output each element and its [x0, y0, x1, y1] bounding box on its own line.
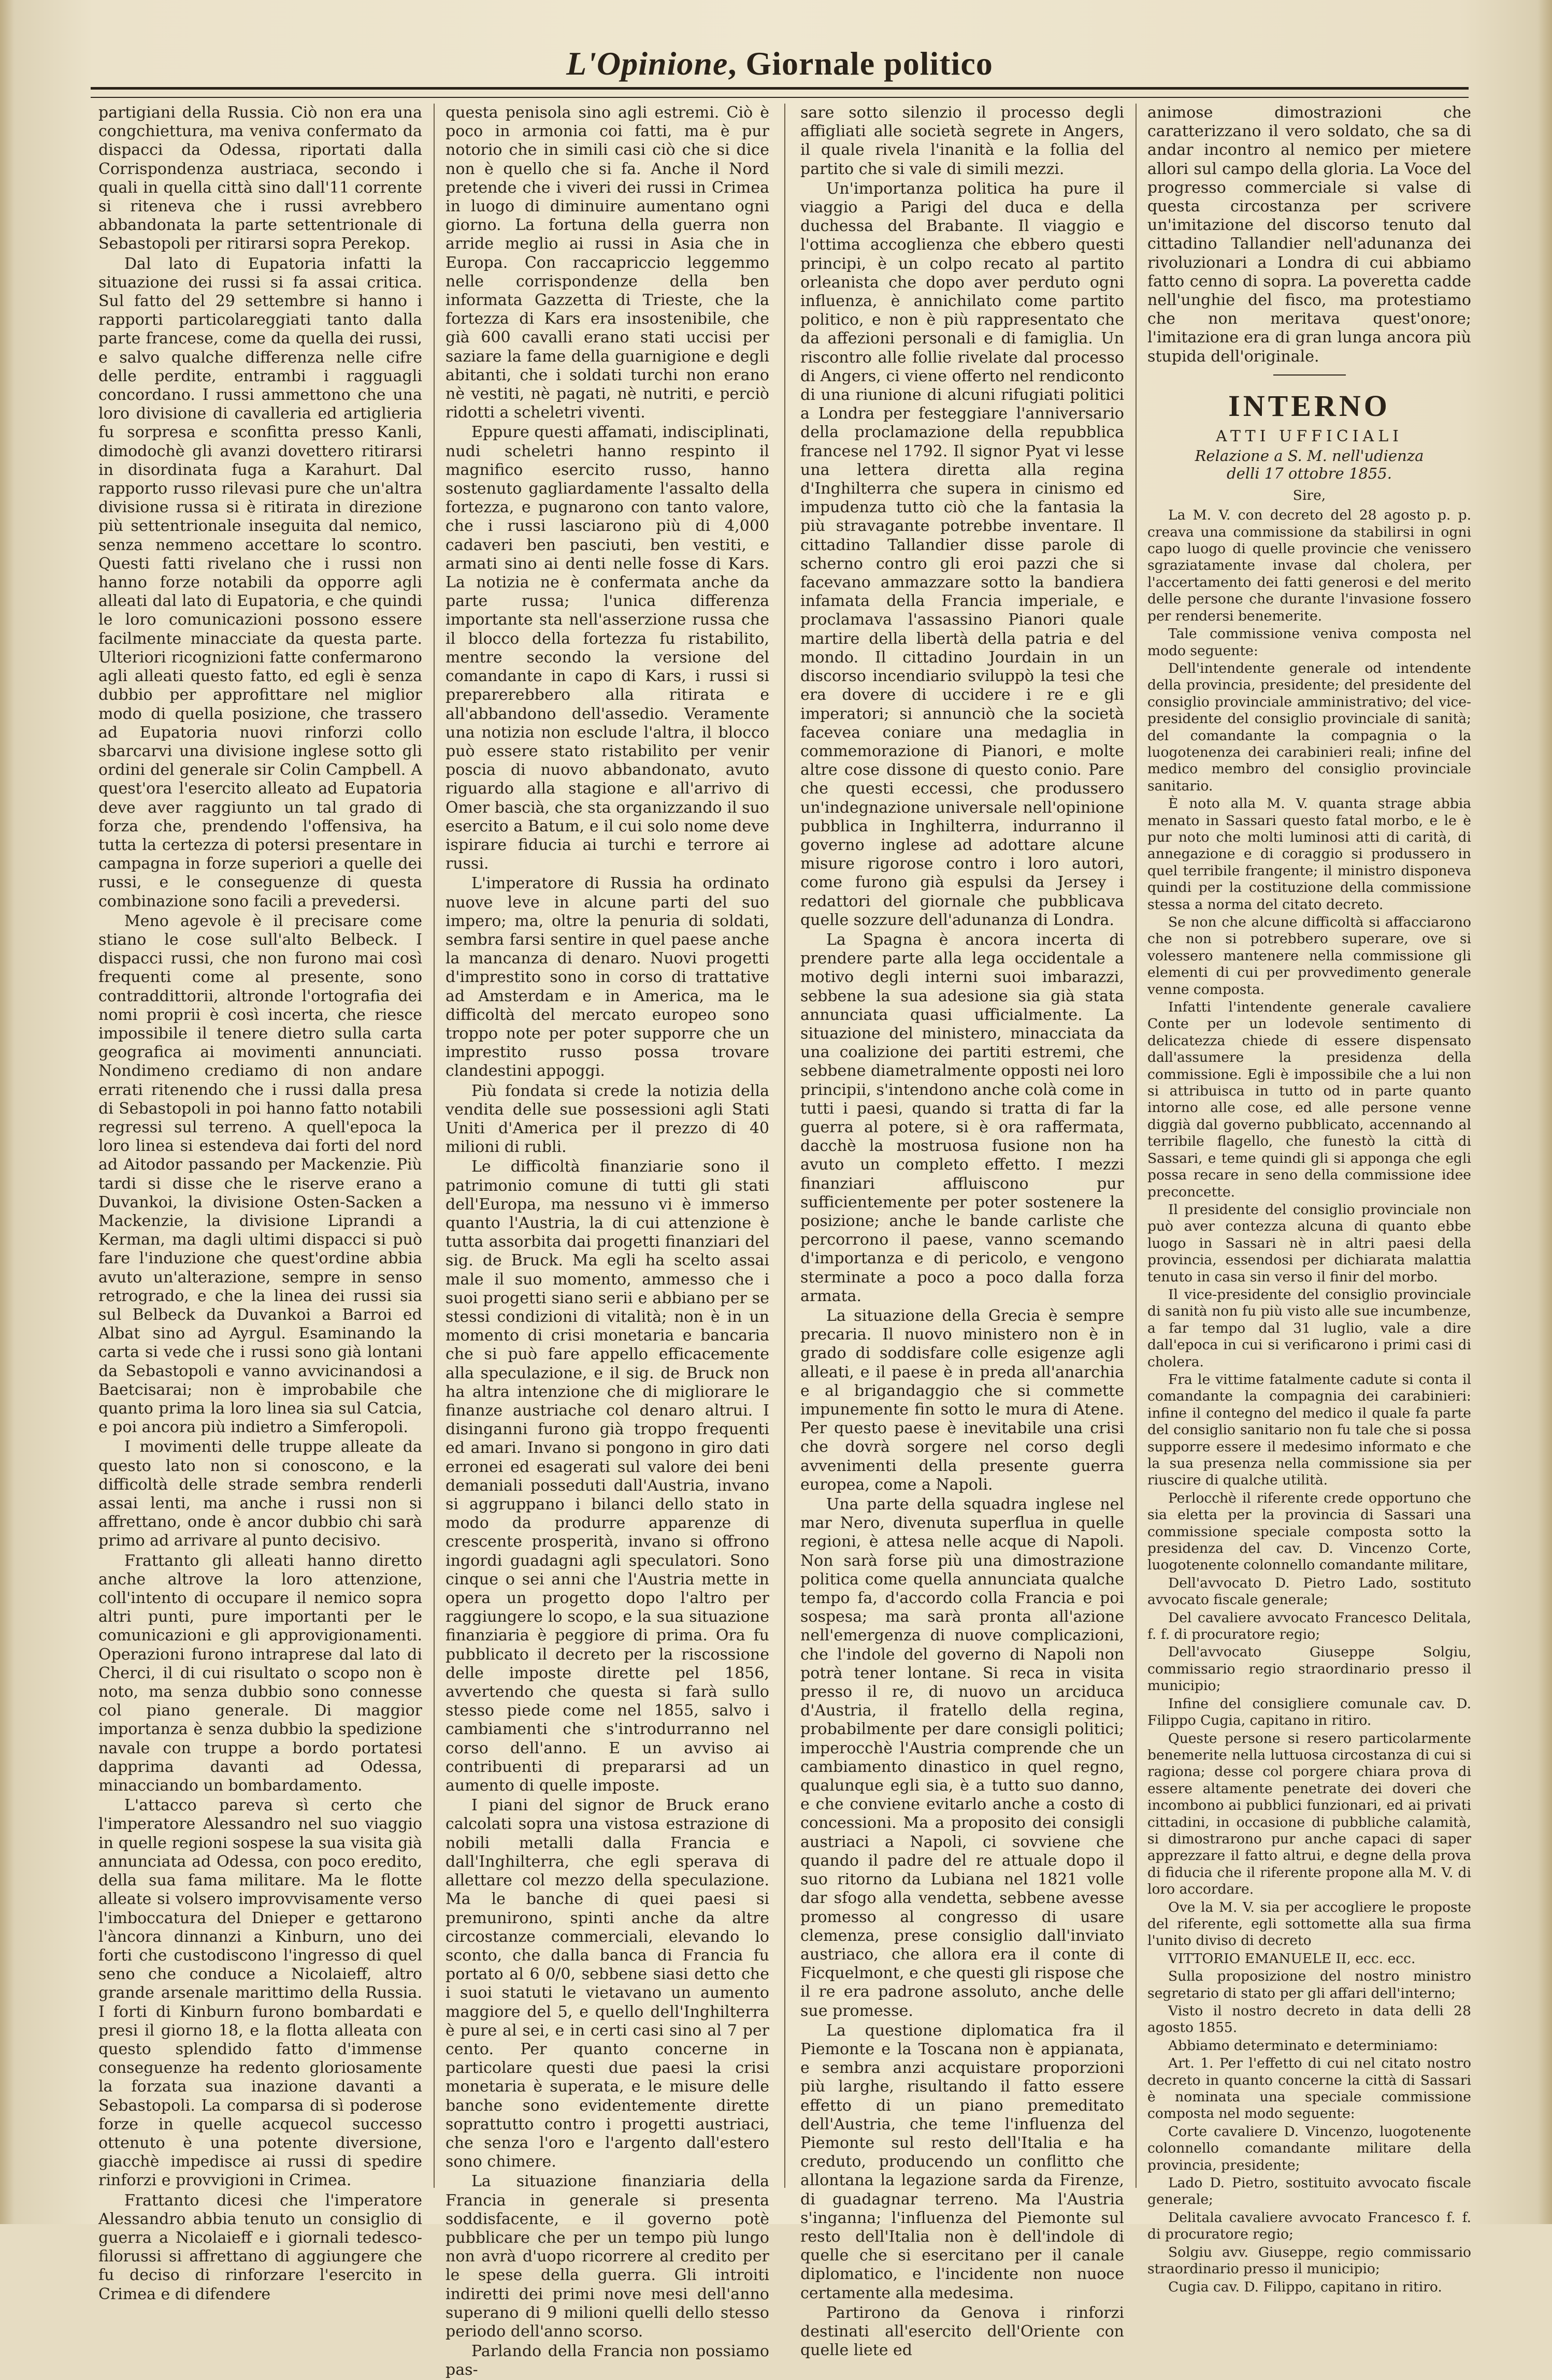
paragraph: È noto alla M. V. quanta strage abbia menato in Sassari questo fatal morbo, e le è pur noto che molti luminosi atti di carità, di annegazione e di coraggio si produssero in quel terribile frangente; il ministro disponeva quindi per la costituzione della commissione stessa a norma del citato decreto. [1147, 796, 1471, 913]
paragraph: Queste persone si resero particolarmente benemerite nella luttuosa circostanza di cui si ragiona; desse col porgere chiara prova di essere altamente penetrate dei doveri che incombono ai pubblici funzionari, ed ai privati cittadini, in occasione di pubbliche calamità, si dimostrarono pur anche capaci di saper apprezzare il fatto altrui, e degne della prova di fiducia che il riferente propone alla M. V. di loro accordare. [1147, 1730, 1471, 1898]
paragraph: Frattanto dicesi che l'imperatore Alessandro abbia tenuto un consiglio di guerra a Nicolaieff e i giornali tedesco-filorussi si affrettano di aggiungere che fu deciso di rinforzare l'esercito in Crimea e di difendere [98, 2191, 422, 2303]
paragraph: Frattanto gli alleati hanno diretto anche altrove la loro attenzione, coll'intento di occupare il nemico sopra altri punti, pure importanti per le comunicazioni e gli approvigionamenti. Operazioni furono intraprese dal lato di Cherci, il di cui risultato o scopo non è noto, ma senza dubbio sono connesse col piano generale. Di maggior importanza è senza dubbio la spedizione navale con truppe a bordo portatesi dapprima davanti ad Odessa, minacciando un bombardamento. [98, 1551, 422, 1795]
paragraph: Lado D. Pietro, sostituito avvocato fiscale generale; [1147, 2175, 1471, 2208]
page-left-edge [0, 0, 15, 2224]
paragraph: Parlando della Francia non possiamo pas- [446, 2342, 769, 2379]
report-caption [1147, 447, 1471, 482]
column-4 [1147, 104, 1471, 2295]
paragraph: Il vice-presidente del consiglio provinciale di sanità non fu più visto alle sue incumbenze, a far tempo dal 31 luglio, vale a dire dall'epoca in cui si verificarono i primi casi di cholera. [1147, 1286, 1471, 1370]
paragraph: La questione diplomatica fra il Piemonte e la Toscana non è appianata, e sembra anzi acquistare proporzioni più larghe, risultando il fatto essere effetto di un piano premeditato dell'Austria, che teme l'influenza del Piemonte sul resto dell'Italia e ha creduto, producendo un conflitto che allontana la legazione sarda da Firenze, di guadagnar terreno. Ma l'Austria s'inganna; l'influenza del Piemonte sul resto dell'Italia non è dell'indole di quelle che si esercitano per il canale diplomatico, e l'incidente non nuoce certamente alla medesima. [800, 2021, 1124, 2302]
paragraph: Delitala cavaliere avvocato Francesco f. f. di procuratore regio; [1147, 2209, 1471, 2243]
paragraph: Una parte della squadra inglese nel mar Nero, divenuta superflua in quelle regioni, è attesa nelle acque di Napoli. Non sarà forse più una dimostrazione politica come quella annunciata qualche tempo fa, d'accordo colla Francia e poi sospesa; ma sarà pronta all'azione nell'emergenza di nuove complicazioni, che l'indole del governo di Napoli non potrà tener lontane. Si reca in visita presso il re, di nuovo un arciduca d'Austria, il fratello della regina, probabilmente per dare consigli politici; imperocchè l'Austria comprende che un cambiamento dinastico in quel regno, qualunque egli sia, è a tutto suo danno, e che conviene evitarlo anche a costo di concessioni. Ma a proposito dei consigli austriaci a Napoli, ci sovviene che quando il padre del re attuale dopo il suo ritorno da Lubiana nel 1821 volle dar sfogo alla vendetta, sebbene avesse promesso al congresso di usare clemenza, prese consiglio dall'inviato austriaco, che allora era il conte di Ficquelmont, e che questi gli rispose che il re era padrone assoluto, anche delle sue promesse. [800, 1495, 1124, 2020]
paragraph: Le difficoltà finanziarie sono il patrimonio comune di tutti gli stati dell'Europa, ma nessuno vi è immerso quanto l'Austria, la di cui attenzione è tutta assorbita dai progetti finanziari del sig. de Bruck. Ma egli ha scelto assai male il suo momento, ammesso che i suoi progetti siano serii e abbiano per se stessi condizioni di vitalità; non è in un momento di crisi monetaria e bancaria che si può fare appello efficacemente alla speculazione, e il sig. de Bruck non ha altra intenzione che di migliorare le finanze austriache col denaro altrui. I disinganni furono già troppo frequenti ed amari. Invano si pongono in giro dati erronei ed esagerati sul valore dei beni demaniali posseduti dall'Austria, invano si aggruppano i bilanci dello stato in modo da produrre apparenze di crescente prosperità, invano si offrono ingordi guadagni agli speculatori. Sono cinque o sei anni che l'Austria mette in opera un progetto dopo l'altro per raggiungere lo scopo, e la sua situazione finanziaria è peggiore di prima. Ora fu pubblicato il decreto per la riscossione delle imposte dirette pel 1856, avvertendo che questa si farà sullo stesso piede come nel 1855, salvo i cambiamenti che s'introdurranno nel corso dell'anno. E un avviso ai contribuenti di prepararsi ad un aumento di quelle imposte. [446, 1158, 769, 1795]
paragraph: I piani del signor de Bruck erano calcolati sopra una vistosa estrazione di nobili metalli dalla Francia e dall'Inghilterra, che egli sperava di allettare col mezzo della speculazione. Ma le banche di quei paesi si premunirono, spinti anche da altre circostanze commerciali, elevando lo sconto, che dalla banca di Francia fu portato al 6 0/0, sebbene siasi detto che i suoi statuti le vietavano un aumento maggiore del 5, e quello dell'Inghilterra è pure al sei, e in certi casi sino al 7 per cento. Per quanto concerne in particolare questi due paesi la crisi monetaria è superata, e le misure delle banche sono evidentemente dirette soprattutto contro i progetti austriaci, che senza l'oro e l'argento dall'estero sono chimere. [446, 1796, 769, 2171]
paragraph: Sulla proposizione del nostro ministro segretario di stato per gli affari dell'interno; [1147, 1968, 1471, 2001]
official-report [1147, 487, 1471, 2296]
decree-heading: VITTORIO EMANUELE II, ecc. ecc. [1168, 1950, 1416, 1967]
paragraph: Meno agevole è il precisare come stiano le cose sull'alto Belbeck. I dispacci russi, che non furono mai così frequenti come al presente, sono contraddittorii, altronde l'ortografia dei nomi proprii è così incerta, che riesce impossibile il tenere dietro sulla carta geografica ai movimenti annunciati. Nondimeno crediamo di non andare errati ritenendo che i russi dalla presa di Sebastopoli in poi hanno fatto notabili regressi sul terreno. A quell'epoca la loro linea si estendeva dai forti del nord ad Aitodor passando per Mackenzie. Più tardi si disse che le riserve erano a Duvankoi, la divisione Osten-Sacken a Mackenzie, la divisione Liprandi a Kerman, ma dagli ultimi dispacci si può fare l'induzione che quest'ordine abbia avuto un'alterazione, sempre in senso retrogrado, e che la linea dei russi sia sul Belbeck da Duvankoi a Barroi ed Albat sino ad Ayrgul. Esaminando la carta si vede che i russi sono già lontani da Sebastopoli e vanno avvicinandosi a Baetcisarai; non è improbabile che quanto prima la loro linea sia sul Catcia, e poi ancora più indietro a Simferopoli. [98, 912, 422, 1437]
paragraph: La Spagna è ancora incerta di prendere parte alla lega occidentale a motivo degli interni suoi imbarazzi, sebbene la sua adesione sia già stata annunciata quasi ufficialmente. La situazione del ministero, minacciata da una coalizione dei partiti estremi, che sebbene diametralmente opposti nei loro principii, s'intendono anche colà come in tutti i paesi, quando si tratta di far la guerra al potere, si è ora raffermata, dacchè la mostruosa fusione non ha avuto un completo effetto. I mezzi finanziari affluiscono pur sufficientemente per poter sostenere la posizione; anche le bande carliste che percorrono il paese, vanno scemando d'importanza e di pericolo, e vengono sterminate a poco a poco dalla forza armata. [800, 930, 1124, 1305]
paragraph: Del cavaliere avvocato Francesco Delitala, f. f. di procuratore regio; [1147, 1609, 1471, 1643]
paragraph: Ove la M. V. sia per accogliere le proposte del riferente, egli sottomette alla sua firma l'unito diviso di decreto [1147, 1899, 1471, 1949]
paragraph: Il presidente del consiglio provinciale non può aver contezza alcuna di quanto ebbe luogo in Sassari nè in altri paesi della provincia, essendosi per dichiarata malattia tenuto in casa sin verso il finir del morbo. [1147, 1201, 1471, 1285]
paragraph: La situazione della Grecia è sempre precaria. Il nuovo ministero non è in grado di soddisfare colle esigenze agli alleati, e il paese è in preda all'anarchia e al brigandaggio che si commette impunemente fin sotto le mura di Atene. Per questo paese è inevitabile una crisi che dovrà sorgere nel corso degli avvenimenti della presente guerra europea, come a Napoli. [800, 1307, 1124, 1494]
paragraph: Un'importanza politica ha pure il viaggio a Parigi del duca e della duchessa del Brabante. Il viaggio e l'ottima accoglienza che ebbero questi principi, è un colpo recato al partito orleanista che dopo aver perduto ogni influenza, è annichilato come partito politico, e non è più rappresentato che da affezioni personali e di famiglia. Un riscontro alle follie rivelate dal processo di Angers, ci viene offerto nel rendiconto di una riunione di alcuni rifugiati politici a Londra per festeggiare l'anniversario della proclamazione della repubblica francese nel 1792. Il signor Pyat vi lesse una lettera diretta alla regina d'Inghilterra che supera in cinismo ed impudenza tutto ciò che la fantasia la più stravagante potrebbe inventare. Il cittadino Tallandier disse parole di scherno contro gli eroi pazzi che si facevano ammazzare sotto la bandiera infamata della Francia imperiale, e proclamava l'assassino Pianori quale martire della libertà della patria e del mondo. Il cittadino Jourdain in un discorso incendiario sviluppò la tesi che era dovere di uccidere i re e gli imperatori; si annunciò che la società facevea coniare una medaglia in commemorazione di Pianori, e molte altre cose dissone di questo conio. Pare che questi eccessi, che produssero un'indegnazione universale nell'opinione pubblica in Inghilterra, indurranno il governo inglese ad adottare alcune misure rigorose contro i loro autori, come furono già espulsi da Jersey i redattori del giornale che pubblicava quelle sozzure dell'adunanza di Londra. [800, 179, 1124, 929]
paragraph: Più fondata si crede la notizia della vendita delle sue possessioni agli Stati Uniti d'America per il prezzo di 40 milioni di rubli. [446, 1081, 769, 1157]
paragraph: Partirono da Genova i rinforzi destinati all'esercito dell'Oriente con quelle liete ed [800, 2303, 1124, 2360]
paragraph: Infine del consigliere comunale cav. D. Filippo Cugia, capitano in ritiro. [1147, 1695, 1471, 1729]
paragraph: Visto il nostro decreto in data delli 28 agosto 1855. [1147, 2003, 1471, 2036]
column-3 [800, 104, 1124, 2360]
section-divider [1273, 374, 1346, 376]
paragraph: La M. V. con decreto del 28 agosto p. p. creava una commissione da stabilirsi in ogni capo luogo di quelle provincie che venissero sgraziatamente invase dal cholera, per l'accertamento dei fatti generosi e del merito delle persone che durante l'invasione fossero per rendersi benemerite. [1147, 507, 1471, 624]
paragraph: Solgiu avv. Giuseppe, regio commissario straordinario presso il municipio; [1147, 2244, 1471, 2277]
paragraph: Cugia cav. D. Filippo, capitano in ritiro. [1168, 2278, 1442, 2295]
paragraph: Se non che alcune difficoltà si affacciarono che non si potrebbero superare, ove si volessero mantenere nella commissione gli elementi di cui per provvedimento generale venne composta. [1147, 914, 1471, 998]
paragraph: Infatti l'intendente generale cavaliere Conte per un lodevole sentimento di delicatezza chiede di essere dispensato dall'assumere la presidenza della commissione. Egli è impossibile che a lui non si attribuisca in tutto od in parte quanto intorno alle cose, ed alle persone venne diggià dal governo pubblicato, accennando al terribile flagello, che funestò la città di Sassari, e teme quindi gli si apponga che egli possa recare in seno della commissione idee preconcette. [1147, 999, 1471, 1200]
paragraph: Abbiamo determinato e determiniamo: [1168, 2037, 1438, 2054]
paragraph: La situazione finanziaria della Francia in generale si presenta soddisfacente, e il governo potè pubblicare che per un tempo più lungo non avrà d'uopo ricorrere al credito per le spese della guerra. Gli introiti indiretti dei primi nove mesi dell'anno superano di 9 milioni quelli dello stesso periodo dell'anno scorso. [446, 2172, 769, 2341]
column-divider [1136, 104, 1137, 2188]
page-right-edge [1537, 0, 1552, 2224]
section-heading: INTERNO [1228, 388, 1390, 423]
paragraph: Fra le vittime fatalmente cadute si conta il comandante la compagnia dei carabinieri: infine il contegno del medico il quale fa parte del consiglio sanitario non fu tale che si possa supporre essere il medesimo informato e che la sua presenza nella commissione sia per riuscire di qualche utilità. [1147, 1371, 1471, 1489]
column-divider [434, 104, 435, 2188]
paragraph: L'imperatore di Russia ha ordinato nuove leve in alcune parti del suo impero; ma, oltre la penuria di soldati, sembra farsi sentire in quel paese anche la mancanza di denaro. Nuovi progetti d'imprestito sono in corso di trattative ad Amsterdam e in America, ma le difficoltà del mercato europeo sono troppo note per poter supporre che un imprestito russo possa trovare clandestini appoggi. [446, 874, 769, 1080]
section-subheading: ATTI UFFICIALI [1216, 427, 1403, 445]
masthead-title-italic: L'Opinione [566, 45, 728, 82]
masthead-rule [91, 87, 1469, 98]
report-caption-line: delli 17 ottobre 1855. [1227, 464, 1392, 482]
report-caption-line: Relazione a S. M. nell'udienza [1195, 446, 1424, 465]
paragraph: Tale commissione veniva composta nel modo seguente: [1147, 626, 1471, 659]
paragraph: Dell'avvocato Giuseppe Solgiu, commissario regio straordinario presso il municipio; [1147, 1644, 1471, 1694]
masthead-title [566, 45, 993, 82]
column-divider [784, 104, 785, 2188]
column-2 [446, 104, 769, 2379]
paragraph: I movimenti delle truppe alleate da questo lato non si conoscono, e la difficoltà delle strade sembra renderli assai lenti, ma anche i russi non si affrettano, onde è ancor dubbio chi sarà primo ad arrivare al punto decisivo. [98, 1438, 422, 1550]
paragraph: Corte cavaliere D. Vincenzo, luogotenente colonnello comandante militare della provincia, presidente; [1147, 2123, 1471, 2173]
paragraph: Dal lato di Eupatoria infatti la situazione dei russi si fa assai critica. Sul fatto del 29 settembre si hanno i rapporti particolareggiati tanto dalla parte francese, come da quella dei russi, e salvo qualche differenza nelle cifre delle perdite, entrambi i ragguagli concordano. I russi ammettono che una loro divisione di cavalleria ed artiglieria fu sorpresa e sconfitta presso Kanli, dimodochè gli avanzi dovettero ritirarsi in disordinata fuga a Karahurt. Dal rapporto russo rilevasi pure che un'altra divisione russa si è ritirata in direzione più settentrionale inseguita dal nemico, senza nemmeno accettare lo scontro. Questi fatti rivelano che i russi non hanno forze notabili da opporre agli alleati dal lato di Eupatoria, e che quindi le loro comunicazioni possono essere facilmente minacciate da questa parte. Ulteriori ricognizioni fatte confermarono agli alleati questo fatto, ed egli è senza dubbio per approfittare nel miglior modo di quella posizione, che trassero ad Eupatoria nuovi rinforzi collo sbarcarvi una divisione inglese sotto gli ordini del generale sir Colin Campbell. A quest'ora l'esercito alleato ad Eupatoria deve aver raggiunto un tal grado di forza che, prendendo l'offensiva, ha tutta la certezza di potersi presentare in campagna in forze superiori a quelle dei russi, e le conseguenze di questa combinazione sono facili a prevedersi. [98, 254, 422, 911]
paragraph: Eppure questi affamati, indisciplinati, nudi scheletri hanno respinto il magnifico esercito russo, hanno sostenuto gagliardamente l'assalto della fortezza, e pugnarono con tanto valore, che i russi lasciarono più di 4,000 cadaveri ben pasciuti, ben vestiti, e armati sino ai denti nelle fosse di Kars. La notizia ne è confermata anche da parte russa; l'unica differenza importante sta nell'asserzione russa che il blocco della fortezza fu ristabilito, mentre secondo la versione del comandante in capo di Kars, i russi si preparerebbero alla ritirata e all'abbandono dell'assedio. Veramente una notizia non esclude l'altra, il blocco può essere stato ristabilito per venir poscia di nuovo abbandonato, avuto riguardo alla stagione e all'arrivo di Omer bascià, che sta organizzando il suo esercito a Batum, e il cui solo nome deve ispirare fiducia ai turchi e terrore ai russi. [446, 423, 769, 873]
column-1 [98, 104, 422, 2303]
paragraph: questa penisola sino agli estremi. Ciò è poco in armonia coi fatti, ma è pur notorio che in simili casi ciò che si dice non è quello che si fa. Anche il Nord pretende che i viveri dei russi in Crimea in luogo di diminuire aumentano ogni giorno. La fortuna della guerra non arride meglio ai russi in Asia che in Europa. Con raccapriccio leggemmo nelle corrispondenze della ben informata Gazzetta di Trieste, che la fortezza di Kars era insostenibile, che già 600 cavalli erano stati uccisi per saziare la fame della guarnigione e degli abitanti, che i soldati turchi non erano nè vestiti, nè pagati, nè nutriti, e perciò ridotti a scheletri viventi. [446, 104, 769, 422]
paragraph: partigiani della Russia. Ciò non era una congchiettura, ma veniva confermato da dispacci da Odessa, riportati dalla Corrispondenza austriaca, secondo i quali in quella città sino dall'11 corrente si riteneva che i russi avrebbero abbandonata la parte settentrionale di Sebastopoli per ritirarsi sopra Perekop. [98, 104, 422, 253]
paragraph: sare sotto silenzio il processo degli affigliati alle società segrete in Angers, il quale rivela l'inanità e la follia del partito che si vale di simili mezzi. [800, 104, 1124, 178]
masthead [91, 35, 1469, 92]
paragraph: Perlocchè il riferente crede opportuno che sia eletta per la provincia di Sassari una commissione speciale composta sotto la presidenza del cav. D. Vincenzo Corte, luogotenente colonnello comandante militare, [1147, 1490, 1471, 1574]
salutation: Sire, [1292, 487, 1326, 503]
paragraph: Dell'intendente generale od intendente della provincia, presidente; del presidente del consiglio provinciale amministrativo; del vice-presidente del consiglio provinciale di sanità; del comandante la compagnia o la luogotenenza dei carabinieri reali; infine del medico membro del consiglio provinciale sanitario. [1147, 660, 1471, 794]
paragraph: Art. 1. Per l'effetto di cui nel citato nostro decreto in quanto concerne la città di Sassari è nominata una speciale commissione composta nel modo seguente: [1147, 2055, 1471, 2122]
masthead-title-rest: , Giornale politico [728, 45, 993, 82]
paragraph: Dell'avvocato D. Pietro Lado, sostituto avvocato fiscale generale; [1147, 1575, 1471, 1608]
paragraph: animose dimostrazioni che caratterizzano il vero soldato, che sa di andar incontro al nemico per mietere allori sul campo della gloria. La Voce del progresso commerciale si valse di questa circostanza per scrivere un'imitazione del discorso tenuto dal cittadino Tallandier nell'adunanza dei rivoluzionari a Londra di cui abbiamo fatto cenno di sopra. La poveretta cadde nell'unghie del fisco, ma protestiamo che non meritava quest'onore; l'imitazione era di gran lunga ancora più stupida dell'originale. [1147, 104, 1471, 366]
paragraph: L'attacco pareva sì certo che l'imperatore Alessandro nel suo viaggio in quelle regioni sospese la sua visita già annunciata ad Odessa, con poco eredito, della sua fama militare. Ma le flotte alleate si volsero improvvisamente verso l'imboccatura del Dnieper e gettarono l'àncora dinnanzi a Kinburn, uno dei forti che custodiscono l'ingresso di quel seno che conduce a Nicolaieff, altro grande arsenale marittimo della Russia. I forti di Kinburn furono bombardati e presi il giorno 18, e la flotta alleata con questo splendido fatto d'immense conseguenze ha redento gloriosamente la forzata sua inazione davanti a Sebastopoli. La comparsa di sì poderose forze in quelle acquecol successo ottenuto è una potente diversione, giacchè impedisce ai russi di spedire rinforzi e provvigioni in Crimea. [98, 1796, 422, 2190]
